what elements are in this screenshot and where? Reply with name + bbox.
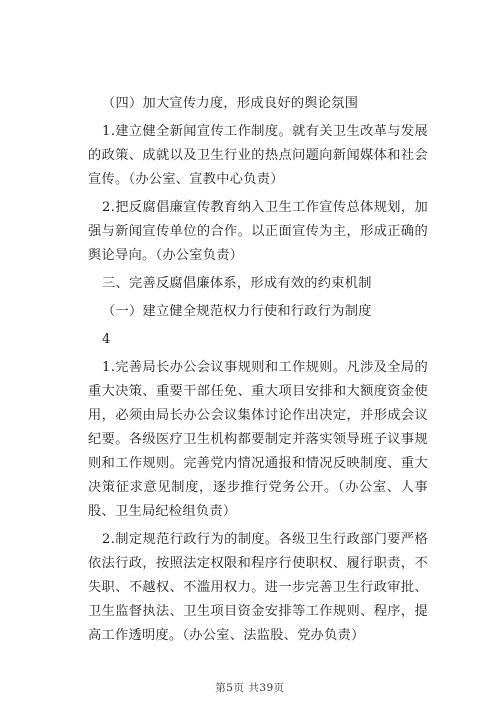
section-heading-3: 三、完善反腐倡廉体系，形成有效的约束机制 <box>102 276 372 291</box>
paragraph-news-system: 1.建立健全新闻宣传工作制度。就有关卫生改革与发展的政策、成就以及卫生行业的热点问题向新闻媒体和社会宣传。（办公室、宣教中心负责） <box>88 124 428 187</box>
page-footer: 第5页 共39页 <box>215 682 285 694</box>
subsection-heading-1: （一）建立健全规范权力行使和行政行为制度 <box>102 304 372 319</box>
document-body <box>88 90 428 648</box>
paragraph-office-meeting-rules: 1.完善局长办公会议事规则和工作规则。凡涉及全局的重大决策、重要干部任免、重大项目安排和大额度资金使用，必须由局长办公会议集体讨论作出决定，并形成会议纪要。各级医疗卫生机构都要制定并落实领导班子议事规则和工作规则。完善党内情况通报和情况反映制度、重大决策征求意见制度，逐步推行党务公开。（办公室、人事股、卫生局纪检组负责） <box>88 360 428 519</box>
paragraph-administrative-conduct: 2.制定规范行政行为的制度。各级卫生行政部门要严格依法行政，按照法定权限和程序行使职权、履行职责，不失职、不越权、不滥用权力。进一步完善卫生行政审批、卫生监督执法、卫生项目资金安排等工作规则、程序，提高工作透明度。（办公室、法监股、党办负责） <box>88 532 428 643</box>
section-heading-4: （四）加大宣传力度，形成良好的舆论氛围 <box>102 96 359 111</box>
paragraph-anti-corruption-publicity: 2.把反腐倡廉宣传教育纳入卫生工作宣传总体规划，加强与新闻宣传单位的合作。以正面宣传为主，形成正确的舆论导向。（办公室负责） <box>88 200 428 263</box>
page-number-marker: 4 <box>102 332 111 347</box>
